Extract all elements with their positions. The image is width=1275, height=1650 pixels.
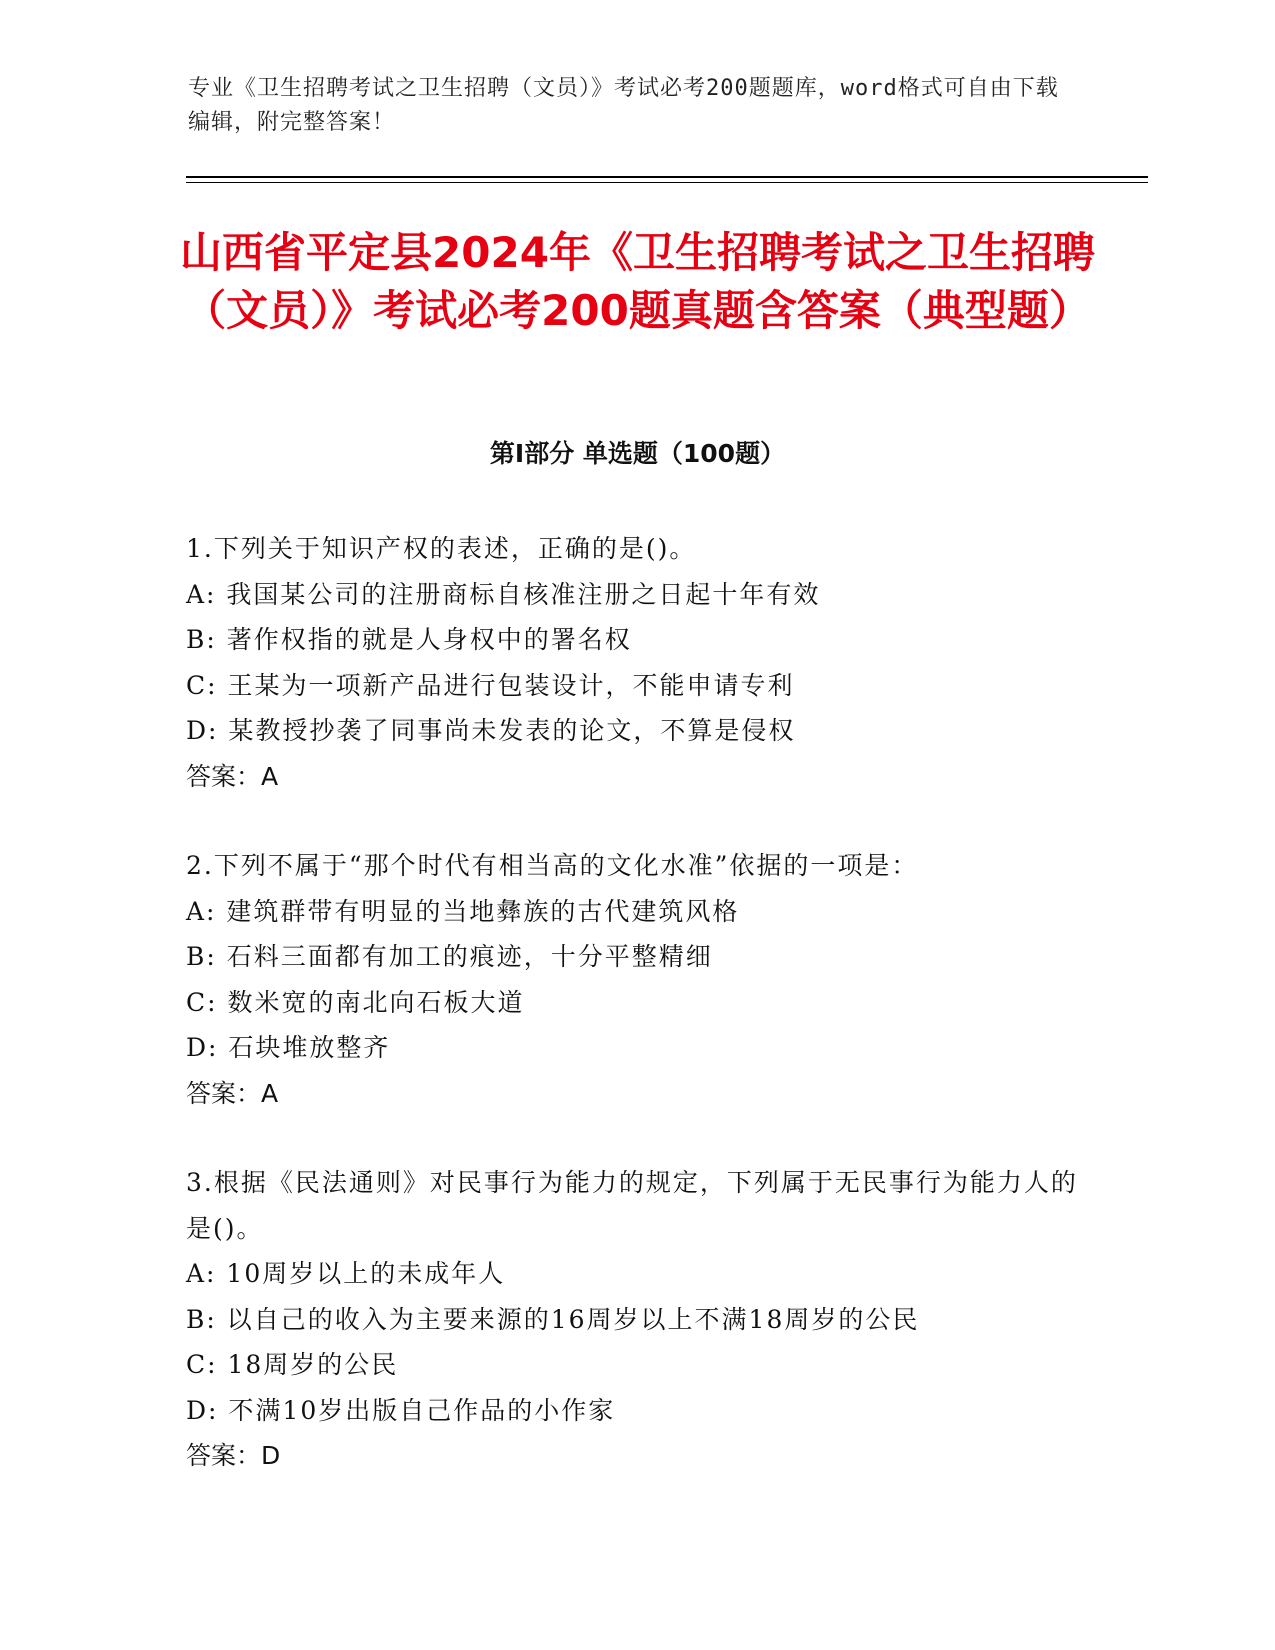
option-c: C: 18周岁的公民 (186, 1350, 399, 1379)
question-stem: 1.下列关于知识产权的表述，正确的是()。 (186, 534, 697, 563)
header-divider-thick (186, 176, 1148, 178)
option-c: C: 王某为一项新产品进行包装设计，不能申请专利 (186, 670, 795, 700)
header-divider-thin (186, 182, 1148, 183)
option-b: B: 石料三面都有加工的痕迹，十分平整精细 (186, 942, 713, 971)
answer-line: 答案：A (186, 1078, 279, 1108)
document-title: 山西省平定县2024年《卫生招聘考试之卫生招聘（文员）》考试必考200题真题含答案（典型题） (180, 228, 1095, 335)
option-a: A: 我国某公司的注册商标自核准注册之日起十年有效 (186, 579, 821, 609)
answer-line: 答案：A (186, 761, 279, 791)
option-b: B: 著作权指的就是人身权中的署名权 (186, 625, 632, 654)
option-d: D: 不满10岁出版自己作品的小作家 (186, 1395, 616, 1425)
question-1 (186, 526, 1086, 799)
option-b: B: 以自己的收入为主要来源的16周岁以上不满18周岁的公民 (186, 1304, 920, 1334)
question-3 (186, 1160, 1086, 1479)
option-a: A: 建筑群带有明显的当地彝族的古代建筑风格 (186, 896, 740, 926)
question-stem: 3.根据《民法通则》对民事行为能力的规定，下列属于无民事行为能力人的是()。 (186, 1168, 1078, 1243)
option-c: C: 数米宽的南北向石板大道 (186, 987, 525, 1017)
option-a: A: 10周岁以上的未成年人 (186, 1259, 506, 1288)
answer-line: 答案：D (186, 1441, 281, 1470)
question-stem: 2.下列不属于“那个时代有相当高的文化水准”依据的一项是： (186, 851, 919, 880)
question-2 (186, 843, 1086, 1116)
section-heading: 第Ⅰ部分 单选题（100题） (489, 439, 786, 468)
question-list (186, 526, 1086, 1523)
option-d: D: 石块堆放整齐 (186, 1033, 391, 1062)
option-d: D: 某教授抄袭了同事尚未发表的论文，不算是侵权 (186, 716, 796, 745)
header-note: 专业《卫生招聘考试之卫生招聘（文员）》考试必考200题题库，word格式可自由下载编辑，附完整答案！ (188, 76, 1059, 135)
